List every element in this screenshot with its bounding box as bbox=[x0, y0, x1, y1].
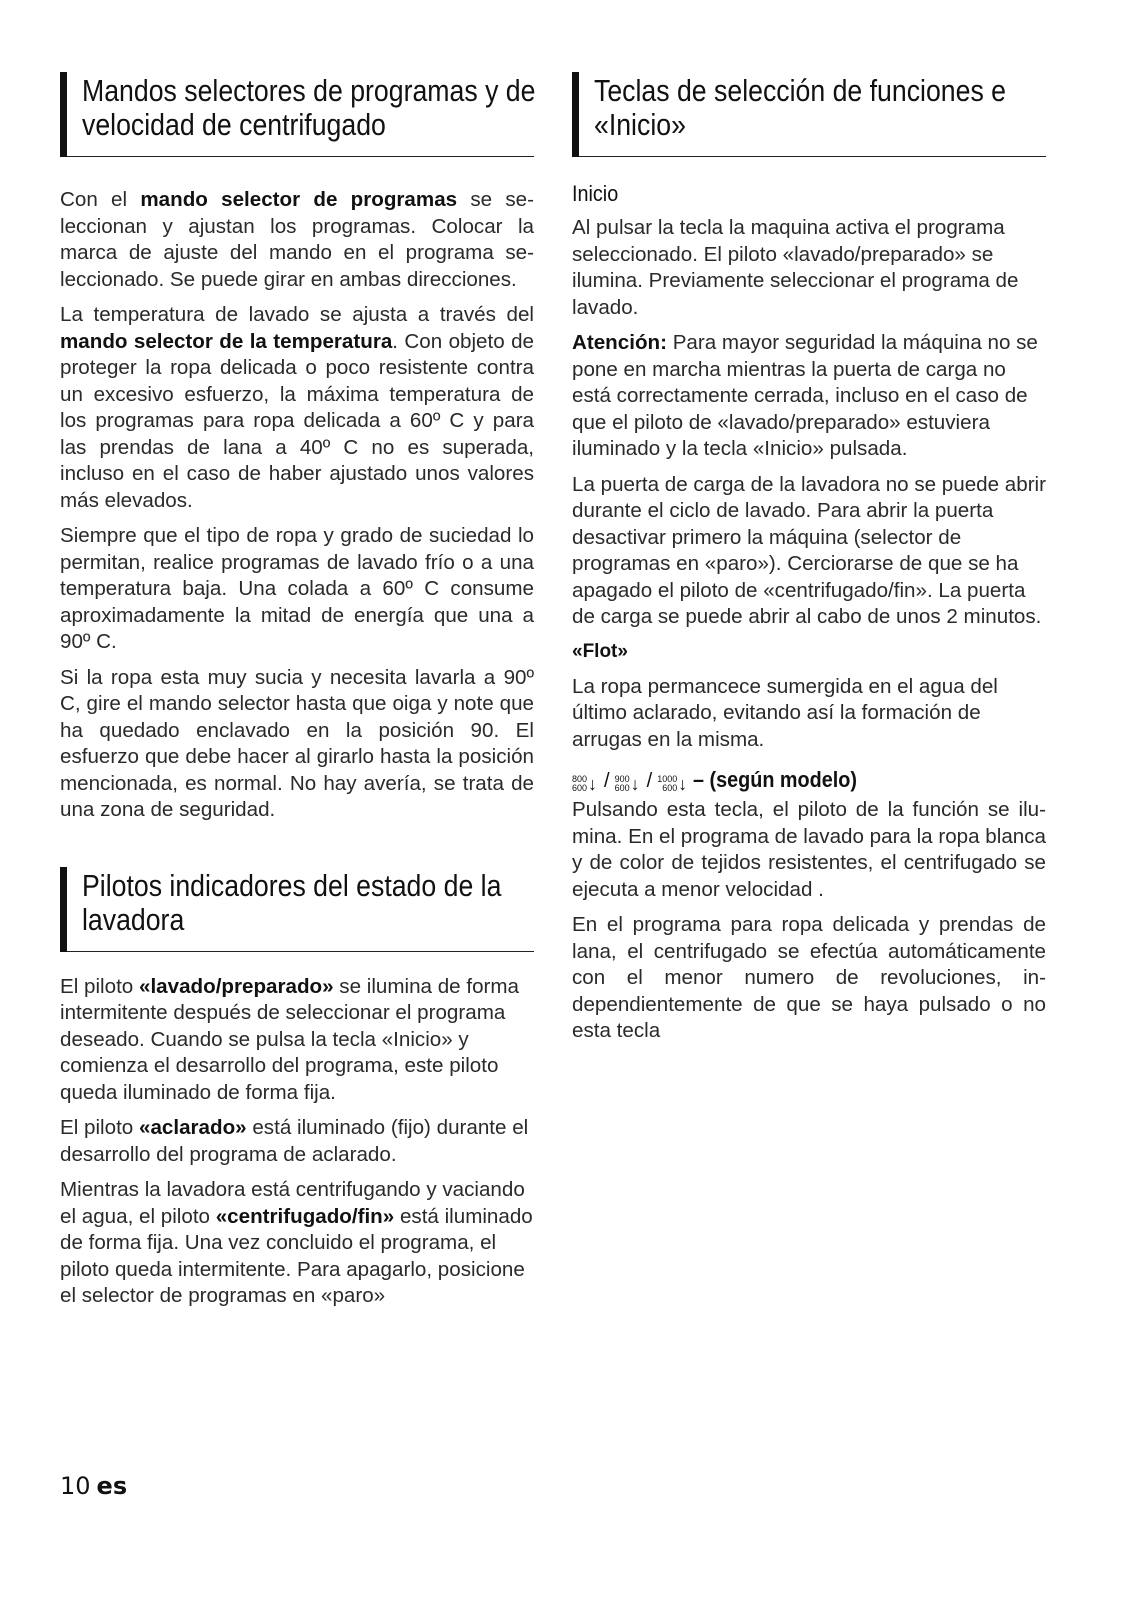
section-heading bbox=[60, 867, 534, 952]
paragraph: Atención: Para mayor seguridad la máquina no se pone en marcha mientras la puerta de carga no está correctamente cerrada, incluso en el caso de que el piloto de «lavado/preparado» estuviera iluminado y la tecla «Inicio» pulsada. bbox=[572, 331, 1038, 460]
subheading-flot: «Flot» bbox=[572, 640, 628, 662]
spin-speed-heading: 800 600 ↓ / 900 600 ↓ / 1000 600 ↓ – (según modelo) bbox=[572, 767, 858, 794]
heading-program-selectors: Mandos selectores de programas y de velocidad de centrifugado bbox=[82, 73, 536, 142]
paragraph: Pulsando esta tecla, el piloto de la función se ilumina. En el programa de lavado para la ropa blanca y de color de tejidos resistentes, el centrifugado se ejecuta a menor velocidad . bbox=[572, 798, 1046, 901]
page-number: 10 bbox=[60, 1472, 91, 1500]
paragraph: Con el mando selector de programas se seleccionan y ajustan los programas. Colocar la marca de ajuste del mando en el programa seleccionado. Se puede girar en ambas direcciones. bbox=[60, 188, 534, 291]
language-code: es bbox=[96, 1472, 128, 1500]
section-heading bbox=[60, 72, 534, 157]
paragraph: El piloto «lavado/preparado» se ilumina de forma intermitente después de seleccionar el programa deseado. Cuando se pulsa la tecla «Inicio» y comienza el desarrollo del programa, este piloto queda iluminado de forma fija. bbox=[60, 974, 520, 1104]
subheading-inicio: Inicio bbox=[572, 181, 619, 206]
right-column bbox=[572, 72, 1046, 1054]
section-heading bbox=[572, 72, 1046, 157]
spin-speed-icon: 900 600 ↓ bbox=[614, 774, 640, 794]
heading-indicator-lights: Pilotos indicadores del estado de la lavadora bbox=[82, 867, 502, 937]
heading-function-keys: Teclas de selección de funciones e «Inicio» bbox=[594, 73, 1007, 142]
spin-speed-icon: 800 600 ↓ bbox=[572, 774, 598, 794]
paragraph: La puerta de carga de la lavadora no se puede abrir durante el ciclo de lavado. Para abrir la puerta desactivar primero la máquina (selector de programas en «paro»). Cerciorarse de que se ha apagado el piloto de «centrifugado/fin». La puerta de carga se puede abrir al cabo de unos 2 minutos. bbox=[572, 472, 1046, 628]
page-footer bbox=[60, 1470, 127, 1501]
paragraph: Al pulsar la tecla la maquina activa el programa seleccionado. El piloto «lavado/preparado» se ilumina. Previamente seleccionar el programa de lavado. bbox=[572, 216, 1019, 319]
left-column bbox=[60, 72, 534, 1319]
paragraph: En el programa para ropa delicada y prendas de lana, el centrifugado se efectúa automáticamente con el menor numero de revoluciones, independientemente de que se haya pulsado o no esta tecla bbox=[572, 913, 1046, 1042]
paragraph: La temperatura de lavado se ajusta a través del mando selector de la temperatura. Con objeto de proteger la ropa delicada o poco resistente contra un excesivo esfuerzo, la máxima temperatura de los programas para ropa delicada a 60º C y para las prendas de lana a 40º C no es superada, incluso en el caso de haber ajustado unos valores más elevados. bbox=[60, 303, 534, 512]
spin-speed-icon: 1000 600 ↓ bbox=[657, 774, 688, 794]
paragraph: Mientras la lavadora está centrifugando y vaciando el agua, el piloto «centrifugado/fin» está iluminado de forma fija. Una vez concluido el programa, el piloto queda intermitente. Para apagarlo, posicione el selector de programas en «paro» bbox=[60, 1178, 533, 1307]
paragraph: La ropa permancece sumergida en el agua del último aclarado, evitando así la formación de arrugas en la misma. bbox=[572, 674, 998, 751]
paragraph: Siempre que el tipo de ropa y grado de suciedad lo permitan, realice programas de lavado frío o a una temperatura baja. Una colada a 60º C consume aproximadamente la mitad de energía que una a 90º C. bbox=[60, 524, 534, 653]
paragraph: Si la ropa esta muy sucia y necesita lavarla a 90º C, gire el mando selector hasta que oiga y note que ha quedado enclavado en la posición 90. El esfuerzo que debe hacer al girarlo hasta la posición mencionada, es normal. No hay avería, se trata de una zona de seguridad. bbox=[60, 665, 534, 821]
paragraph: El piloto «aclarado» está iluminado (fijo) durante el desarrollo del programa de aclarado. bbox=[60, 1116, 529, 1166]
